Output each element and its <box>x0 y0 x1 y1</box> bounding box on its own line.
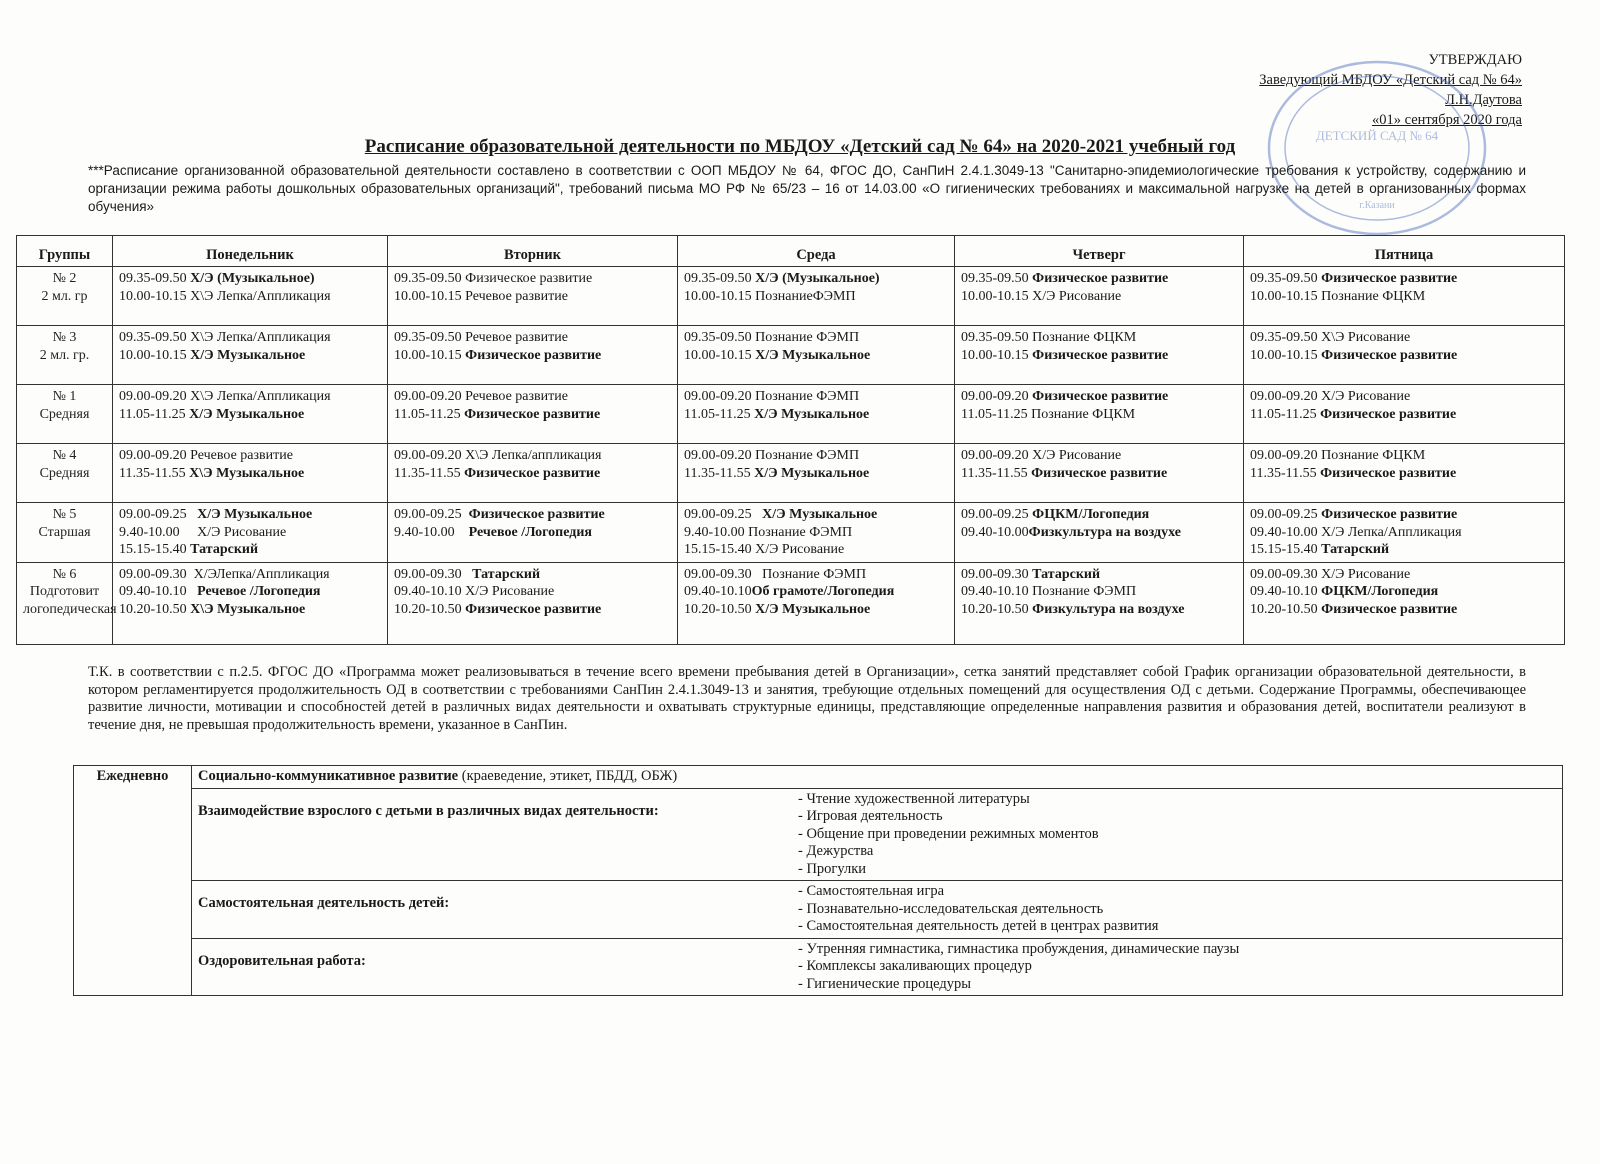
lesson-cell-wednesday <box>678 267 955 326</box>
header-friday: Пятница <box>1244 236 1565 267</box>
lesson-line: 10.00-10.15 Речевое развитие <box>394 288 568 304</box>
list-item: - Утренняя гимнастика, гимнастика пробуждения, динамические паузы <box>798 940 1240 957</box>
lesson-line: 09.35-09.50 Речевое развитие <box>394 330 568 345</box>
lesson-line: 09.35-09.50 Х/Э (Музыкальное) <box>684 271 880 286</box>
lesson-cell-monday <box>113 503 388 563</box>
lesson-line: 09.00-09.20 Х\Э Лепка/аппликация <box>394 448 602 463</box>
lesson-cell-wednesday <box>678 562 955 644</box>
lesson-line: 10.20-10.50 Физическое развитие <box>1250 601 1458 617</box>
lesson-line: 09.00-09.25 Х/Э Музыкальное <box>684 507 878 522</box>
lesson-line: 11.05-11.25 Х/Э Музыкальное <box>119 406 305 422</box>
lesson-cell-thursday <box>955 444 1244 503</box>
lesson-line: 09.40-10.10Об грамоте/Логопедия <box>684 584 895 599</box>
lesson-line: 9.40-10.00 Познание ФЭМП <box>684 524 853 540</box>
lesson-line: 09.40-10.10 Х/Э Рисование <box>394 584 555 599</box>
list-item: - Игровая деятельность <box>798 808 943 824</box>
header-thursday: Четверг <box>955 236 1244 267</box>
group-number: № 5 <box>52 507 77 522</box>
lesson-cell-friday <box>1244 267 1565 326</box>
lesson-line: 11.35-11.55 Физическое развитие <box>394 465 601 481</box>
lesson-line: 10.20-10.50 Физическое развитие <box>394 601 602 617</box>
lesson-cell-friday <box>1244 503 1565 563</box>
group-type: 2 мл. гр <box>41 288 88 304</box>
lesson-cell-friday <box>1244 444 1565 503</box>
lesson-cell-monday <box>113 267 388 326</box>
schedule-row <box>17 326 1565 385</box>
lesson-line: 9.40-10.00 Х/Э Рисование <box>119 524 287 540</box>
lesson-line: 09.40-10.00Физкультура на воздухе <box>961 524 1181 540</box>
lesson-cell-friday <box>1244 385 1565 444</box>
lesson-line: 11.35-11.55 Физическое развитие <box>961 465 1168 481</box>
lesson-cell-tuesday <box>388 267 678 326</box>
list-item: - Прогулки <box>798 860 867 877</box>
list-item: - Самостоятельная деятельность детей в центрах развития <box>798 918 1159 934</box>
lesson-line: 09.00-09.25 Х/Э Музыкальное <box>119 507 313 522</box>
group-cell <box>17 562 117 644</box>
approval-signatory: Л.Н.Даутова <box>1445 92 1522 108</box>
schedule-row <box>17 385 1565 444</box>
daily-block-items <box>798 883 1556 936</box>
schedule-row <box>17 562 1565 644</box>
lesson-line: 09.40-10.10 ФЦКМ/Логопедия <box>1250 584 1439 599</box>
lesson-line: 09.00-09.20 Речевое развитие <box>119 448 293 463</box>
lesson-line: 09.00-09.30 Татарский <box>961 566 1101 582</box>
lesson-line: 09.35-09.50 Физическое развитие <box>1250 271 1458 286</box>
lesson-line: 09.00-09.20 Физическое развитие <box>961 389 1169 404</box>
list-item: - Общение при проведении режимных моментов <box>798 825 1099 842</box>
daily-activities-table <box>73 765 1563 996</box>
lesson-line: 10.00-10.15 Физическое развитие <box>394 347 602 363</box>
daily-label: Ежедневно <box>74 766 192 996</box>
lesson-line: 09.00-09.30 Татарский <box>394 566 541 582</box>
group-cell <box>17 326 113 385</box>
lesson-cell-thursday <box>955 562 1244 644</box>
lesson-line: 10.20-10.50 Х\Э Музыкальное <box>119 601 306 617</box>
lesson-line: 09.00-09.20 Х\Э Лепка/Аппликация <box>119 389 331 404</box>
group-cell <box>17 444 113 503</box>
schedule-row <box>17 503 1565 563</box>
lesson-line: 11.05-11.25 Познание ФЦКМ <box>961 406 1136 422</box>
lesson-line: 10.00-10.15 Х/Э Музыкальное <box>684 347 871 363</box>
group-cell <box>17 385 113 444</box>
page-title: Расписание образовательной деятельности по МБДОУ «Детский сад № 64» на 2020-2021 учебный год <box>364 136 1236 157</box>
lesson-line: 09.00-09.25 Физическое развитие <box>1250 507 1458 522</box>
lesson-cell-tuesday <box>388 444 678 503</box>
stamp-city: г.Казани <box>1359 200 1395 211</box>
lesson-line: 09.35-09.50 Познание ФЦКМ <box>961 330 1137 345</box>
lesson-line: 09.00-09.25 ФЦКМ/Логопедия <box>961 507 1150 522</box>
lesson-line: 15.15-15.40 Х/Э Рисование <box>684 542 845 557</box>
stamp-text: ДЕТСКИЙ САД № 64 <box>1315 128 1439 143</box>
lesson-line: 11.05-11.25 Физическое развитие <box>394 406 601 422</box>
group-number: № 1 <box>52 389 77 404</box>
lesson-cell-thursday <box>955 326 1244 385</box>
daily-block <box>192 939 1562 996</box>
lesson-line: 09.35-09.50 Х/Э (Музыкальное) <box>119 271 315 286</box>
section-title-rest: (краеведение, этикет, ПБДД, ОБЖ) <box>458 768 678 784</box>
lesson-line: 11.35-11.55 Х/Э Музыкальное <box>684 465 870 481</box>
lesson-line: 09.00-09.20 Познание ФЭМП <box>684 448 860 463</box>
lesson-line: 10.00-10.15 Х/Э Рисование <box>961 288 1122 304</box>
schedule-row <box>17 267 1565 326</box>
daily-block-label: Самостоятельная деятельность детей: <box>198 895 450 911</box>
group-type: 2 мл. гр. <box>39 347 90 363</box>
lesson-line: 09.35-09.50 Х\Э Рисование <box>1250 330 1411 345</box>
lesson-line: 11.05-11.25 Х/Э Музыкальное <box>684 406 870 422</box>
schedule-body <box>17 267 1565 645</box>
lesson-line: 09.00-09.20 Х/Э Рисование <box>1250 389 1411 404</box>
lesson-cell-tuesday <box>388 562 678 644</box>
lesson-line: 15.15-15.40 Татарский <box>1250 542 1390 557</box>
group-type: Средняя <box>39 465 90 481</box>
lesson-cell-wednesday <box>678 326 955 385</box>
lesson-cell-monday <box>113 562 388 644</box>
daily-block-items <box>798 941 1556 994</box>
lesson-line: 09.00-09.30 Познание ФЭМП <box>684 566 867 582</box>
lesson-line: 10.00-10.15 ПознаниеФЭМП <box>684 288 856 304</box>
lesson-line: 10.00-10.15 Познание ФЦКМ <box>1250 288 1426 304</box>
section-title-bold: Социально-коммуникативное развитие <box>198 768 459 784</box>
daily-block-label: Оздоровительная работа: <box>198 952 366 969</box>
group-cell <box>17 503 113 563</box>
lesson-line: 10.00-10.15 Х\Э Лепка/Аппликация <box>119 288 331 304</box>
lesson-line: 09.00-09.25 Физическое развитие <box>394 507 605 522</box>
header-tuesday: Вторник <box>388 236 678 267</box>
lesson-cell-monday <box>113 326 388 385</box>
lesson-cell-tuesday <box>388 326 678 385</box>
lesson-line: 11.05-11.25 Физическое развитие <box>1250 406 1457 422</box>
group-type: Средняя <box>39 406 90 422</box>
group-number: № 6 <box>52 566 77 582</box>
lesson-line: 10.00-10.15 Х/Э Музыкальное <box>119 347 306 363</box>
lesson-line: 11.35-11.55 Физическое развитие <box>1250 465 1457 481</box>
lesson-line: 15.15-15.40 Татарский <box>119 542 259 557</box>
lesson-line: 09.40-10.10 Речевое /Логопедия <box>119 584 321 599</box>
daily-block-items <box>798 791 1556 879</box>
note-paragraph: Т.К. в соответствии с п.2.5. ФГОС ДО «Программа может реализовываться в течение всего времени пребывания детей в Организации», сетка занятий представляет собой График организации образовательной деятельности, в котором регламентируется продолжительность ОД в соответствии с требованиями СанПин 2.4.1.3049-13 и занятия, требующие отдельных помещений для осуществления ОД с детьми. Содержание Программы, обеспечивающее развитие личности, мотивации и способностей детей в различных видах деятельности и охватывать структурные единицы, представляющие определенные направления развития и образования детей, воспитатели реализуют в течение дня, не превышая продолжительность времени, указанное в СанПин. <box>88 664 1526 733</box>
lesson-line: 09.35-09.50 Х\Э Лепка/Аппликация <box>119 330 331 345</box>
lesson-line: 10.20-10.50 Х/Э Музыкальное <box>684 601 871 617</box>
intro-paragraph: ***Расписание организованной образовательной деятельности составлено в соответствии с ООП МБДОУ № 64, ФГОС ДО, СанПиН 2.4.1.3049-13 "Санитарно-эпидемиологические требования к устройству, содержанию и организации режима работы дошкольных образовательных организаций", требований письма МО РФ № 65/23 – 16 от 14.03.00 «О гигиенических требованиях и максимальной нагрузке на детей в организованных формах обучения» <box>88 163 1526 214</box>
lesson-cell-thursday <box>955 267 1244 326</box>
group-number: № 2 <box>52 271 77 286</box>
lesson-cell-wednesday <box>678 444 955 503</box>
group-number: № 3 <box>52 330 77 345</box>
daily-block <box>192 789 1562 882</box>
lesson-line: 10.00-10.15 Физическое развитие <box>961 347 1169 363</box>
header-groups: Группы <box>17 236 113 267</box>
lesson-cell-friday <box>1244 326 1565 385</box>
lesson-line: 09.00-09.30 Х/Э Рисование <box>1250 566 1411 582</box>
schedule-table <box>16 235 1565 645</box>
group-type: Старшая <box>38 524 91 540</box>
group-type: Подготовит логопедическая <box>23 584 117 617</box>
list-item: - Познавательно-исследовательская деятельность <box>798 900 1104 917</box>
group-number: № 4 <box>52 448 77 463</box>
lesson-line: 09.35-09.50 Физическое развитие <box>394 271 593 286</box>
lesson-line: 09.35-09.50 Познание ФЭМП <box>684 330 860 345</box>
header-wednesday: Среда <box>678 236 955 267</box>
daily-block-label: Взаимодействие взрослого с детьми в различных видах деятельности: <box>198 802 659 819</box>
lesson-line: 9.40-10.00 Речевое /Логопедия <box>394 524 592 540</box>
lesson-line: 09.00-09.20 Познание ФЦКМ <box>1250 448 1426 463</box>
schedule-row <box>17 444 1565 503</box>
lesson-line: 10.00-10.15 Физическое развитие <box>1250 347 1458 363</box>
lesson-line: 10.20-10.50 Физкультура на воздухе <box>961 601 1185 617</box>
approval-date: «01» сентября 2020 года <box>1371 112 1522 128</box>
daily-section-title <box>192 766 1562 789</box>
list-item: - Дежурства <box>798 843 874 859</box>
approval-position: Заведующий МБДОУ «Детский сад № 64» <box>1259 72 1522 88</box>
list-item: - Гигиенические процедуры <box>798 975 971 992</box>
lesson-line: 11.35-11.55 Х\Э Музыкальное <box>119 465 305 481</box>
lesson-line: 09.00-09.20 Х/Э Рисование <box>961 448 1122 463</box>
lesson-cell-friday <box>1244 562 1565 644</box>
daily-block <box>192 881 1562 939</box>
lesson-line: 09.40-10.00 Х/Э Лепка/Аппликация <box>1250 524 1462 540</box>
lesson-line: 09.35-09.50 Физическое развитие <box>961 271 1169 286</box>
schedule-header-row <box>17 236 1565 267</box>
lesson-cell-thursday <box>955 503 1244 563</box>
lesson-cell-monday <box>113 385 388 444</box>
daily-blocks <box>192 789 1562 996</box>
lesson-cell-tuesday <box>388 503 678 563</box>
header-monday: Понедельник <box>113 236 388 267</box>
lesson-cell-monday <box>113 444 388 503</box>
lesson-line: 09.40-10.10 Познание ФЭМП <box>961 584 1137 599</box>
list-item: - Самостоятельная игра <box>798 883 945 899</box>
lesson-cell-thursday <box>955 385 1244 444</box>
lesson-cell-wednesday <box>678 503 955 563</box>
list-item: - Комплексы закаливающих процедур <box>798 958 1032 974</box>
lesson-cell-tuesday <box>388 385 678 444</box>
lesson-line: 09.00-09.20 Речевое развитие <box>394 389 568 404</box>
group-cell <box>17 267 113 326</box>
lesson-line: 09.00-09.20 Познание ФЭМП <box>684 389 860 404</box>
approval-title: УТВЕРЖДАЮ <box>1428 52 1522 68</box>
lesson-cell-wednesday <box>678 385 955 444</box>
list-item: - Чтение художественной литературы <box>798 790 1030 807</box>
lesson-line: 09.00-09.30 Х/ЭЛепка/Аппликация <box>119 566 330 582</box>
daily-content <box>192 766 1563 996</box>
